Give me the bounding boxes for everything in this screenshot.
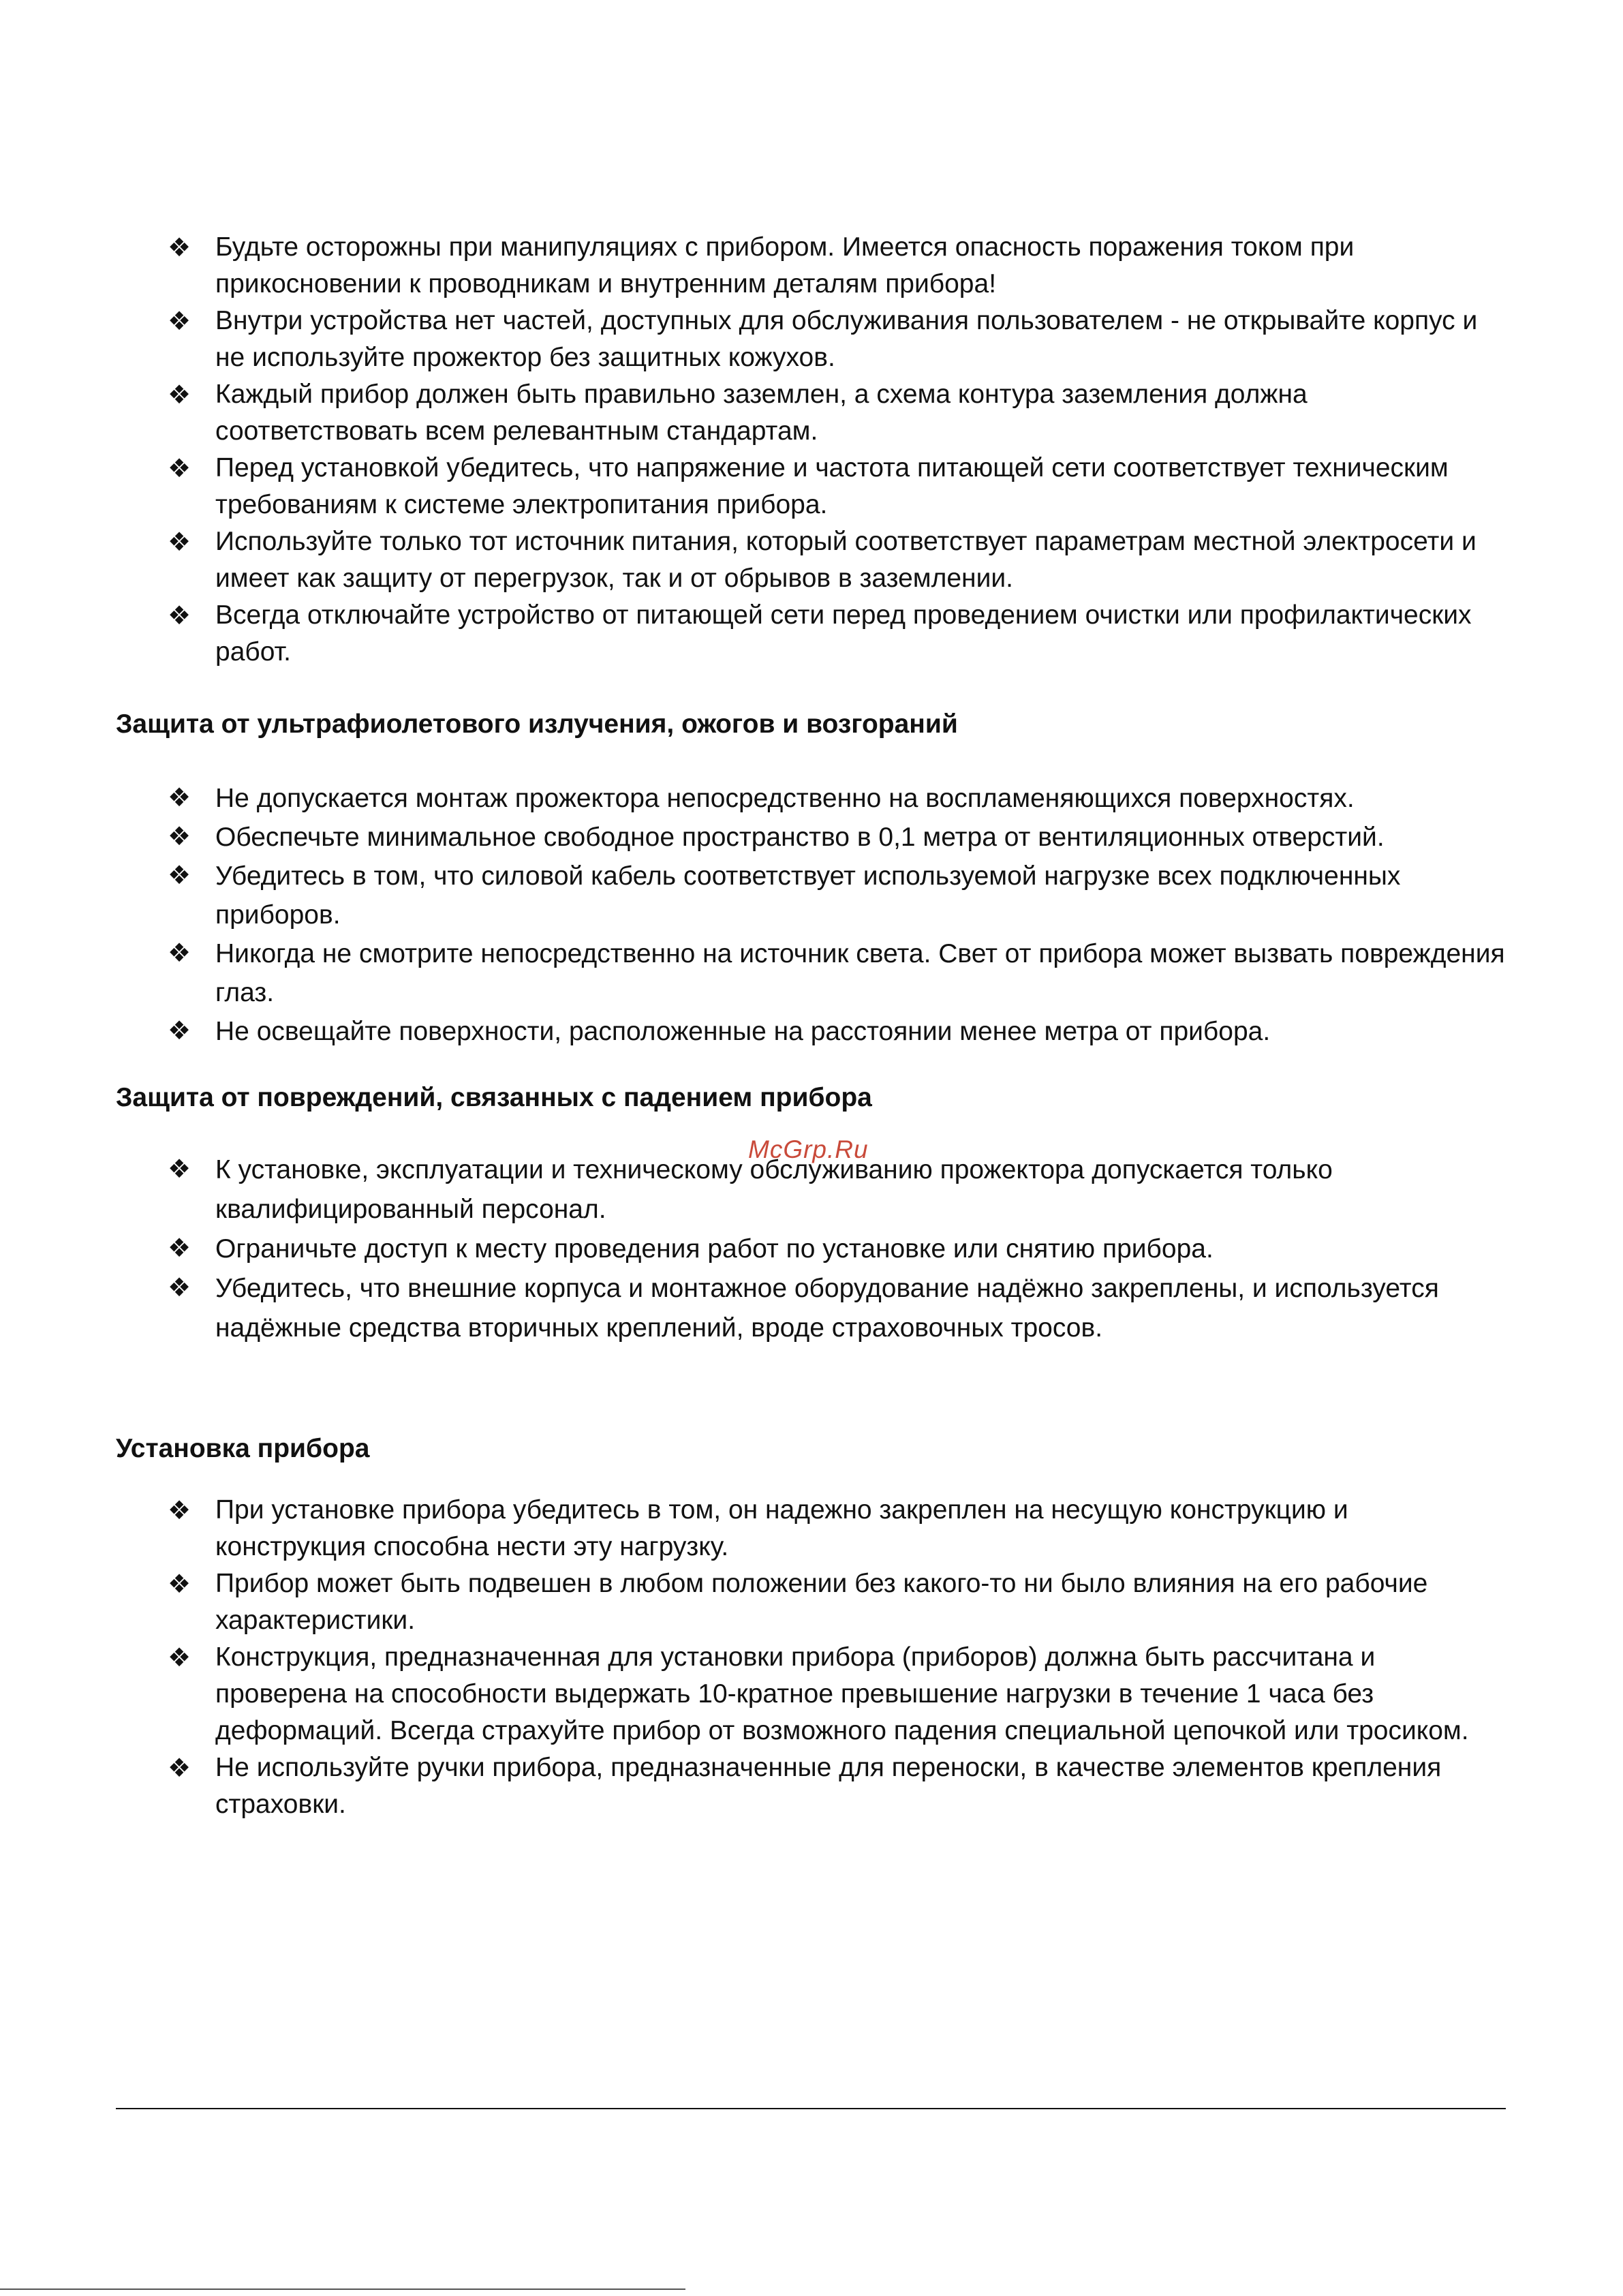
installation-list	[116, 1492, 1506, 1823]
list-item	[116, 1749, 1506, 1823]
diamond-bullet-icon: ❖	[168, 1569, 191, 1599]
diamond-bullet-icon: ❖	[168, 1015, 191, 1045]
diamond-bullet-icon: ❖	[168, 527, 191, 557]
diamond-bullet-icon: ❖	[168, 380, 191, 410]
list-item-text: Убедитесь, что внешние корпуса и монтажное оборудование надёжно закреплены, и используется надёжные средства вторичных креплений, вроде страховочных тросов.	[215, 1274, 1439, 1343]
list-item	[116, 1269, 1506, 1348]
list-item-text: Перед установкой убедитесь, что напряжение и частота питающей сети соответствует техническим требованиям к системе электропитания прибора.	[215, 453, 1449, 519]
list-item-text: Обеспечьте минимальное свободное пространство в 0,1 метра от вентиляционных отверстий.	[215, 823, 1385, 852]
list-item-text: Никогда не смотрите непосредственно на источник света. Свет от прибора может вызвать повреждения глаз.	[215, 939, 1505, 1007]
section-heading-uv-protection: Защита от ультрафиолетового излучения, ожогов и возгораний	[116, 709, 958, 739]
safety-list-electrical	[116, 229, 1506, 671]
section-heading-fall-protection: Защита от повреждений, связанных с падением прибора	[116, 1083, 872, 1112]
list-item	[116, 779, 1506, 818]
list-item-text: Будьте осторожны при манипуляциях с прибором. Имеется опасность поражения током при прикосновении к проводникам и внутренним деталям прибора!	[215, 232, 1355, 299]
list-item	[116, 1229, 1506, 1269]
list-item-text: Ограничьте доступ к месту проведения работ по установке или снятию прибора.	[215, 1234, 1214, 1264]
diamond-bullet-icon: ❖	[168, 782, 191, 812]
safety-list-uv	[116, 779, 1506, 1051]
list-item	[116, 1639, 1506, 1749]
section-heading-installation: Установка прибора	[116, 1434, 370, 1463]
diamond-bullet-icon: ❖	[168, 232, 191, 262]
list-item	[116, 857, 1506, 934]
list-item-text: Конструкция, предназначенная для установки прибора (приборов) должна быть рассчитана и проверена на способности выдержать 10-кратное превышение нагрузки в течение 1 часа без деформаций. Всегда страхуйте прибор от возможного падения специальной цепочкой или тросиком.	[215, 1642, 1469, 1745]
list-item	[116, 303, 1506, 376]
list-item-text: Используйте только тот источник питания, который соответствует параметрам местной электросети и имеет как защиту от перегрузок, так и от обрывов в заземлении.	[215, 527, 1477, 593]
diamond-bullet-icon: ❖	[168, 600, 191, 630]
list-item-text: Внутри устройства нет частей, доступных для обслуживания пользователем - не открывайте корпус и не используйте прожектор без защитных кожухов.	[215, 306, 1478, 372]
diamond-bullet-icon: ❖	[168, 1154, 191, 1184]
footer-divider	[116, 2108, 1506, 2109]
diamond-bullet-icon: ❖	[168, 821, 191, 851]
list-item	[116, 1012, 1506, 1051]
list-item-text: Каждый прибор должен быть правильно заземлен, а схема контура заземления должна соответствовать всем релевантным стандартам.	[215, 380, 1308, 446]
list-item	[116, 818, 1506, 857]
list-item-text: Убедитесь в том, что силовой кабель соответствует используемой нагрузке всех подключенных приборов.	[215, 861, 1401, 930]
list-item	[116, 1565, 1506, 1639]
diamond-bullet-icon: ❖	[168, 1495, 191, 1525]
list-item-text: Не освещайте поверхности, расположенные на расстоянии менее метра от прибора.	[215, 1017, 1271, 1046]
list-item	[116, 1492, 1506, 1565]
list-item-text: Прибор может быть подвешен в любом положении без какого-то ни было влияния на его рабочие характеристики.	[215, 1569, 1428, 1635]
bottom-divider	[0, 2289, 685, 2290]
diamond-bullet-icon: ❖	[168, 860, 191, 890]
list-item	[116, 597, 1506, 671]
list-item	[116, 523, 1506, 597]
list-item	[116, 229, 1506, 303]
diamond-bullet-icon: ❖	[168, 1272, 191, 1302]
diamond-bullet-icon: ❖	[168, 1753, 191, 1783]
list-item-text: Всегда отключайте устройство от питающей сети перед проведением очистки или профилактических работ.	[215, 600, 1472, 667]
list-item-text: Не используйте ручки прибора, предназначенные для переноски, в качестве элементов крепления страховки.	[215, 1753, 1442, 1819]
diamond-bullet-icon: ❖	[168, 453, 191, 483]
list-item-text: К установке, эксплуатации и техническому обслуживанию прожектора допускается только квалифицированный персонал.	[215, 1155, 1333, 1224]
list-item	[116, 450, 1506, 523]
diamond-bullet-icon: ❖	[168, 306, 191, 336]
list-item-text: При установке прибора убедитесь в том, он надежно закреплен на несущую конструкцию и конструкция способна нести эту нагрузку.	[215, 1495, 1348, 1561]
diamond-bullet-icon: ❖	[168, 1642, 191, 1672]
list-item	[116, 376, 1506, 450]
list-item	[116, 934, 1506, 1012]
watermark: McGrp.Ru	[748, 1135, 869, 1163]
list-item	[116, 1150, 1506, 1229]
list-item-text: Не допускается монтаж прожектора непосредственно на воспламеняющихся поверхностях.	[215, 784, 1355, 813]
safety-list-fall	[116, 1150, 1506, 1348]
diamond-bullet-icon: ❖	[168, 938, 191, 968]
diamond-bullet-icon: ❖	[168, 1233, 191, 1263]
